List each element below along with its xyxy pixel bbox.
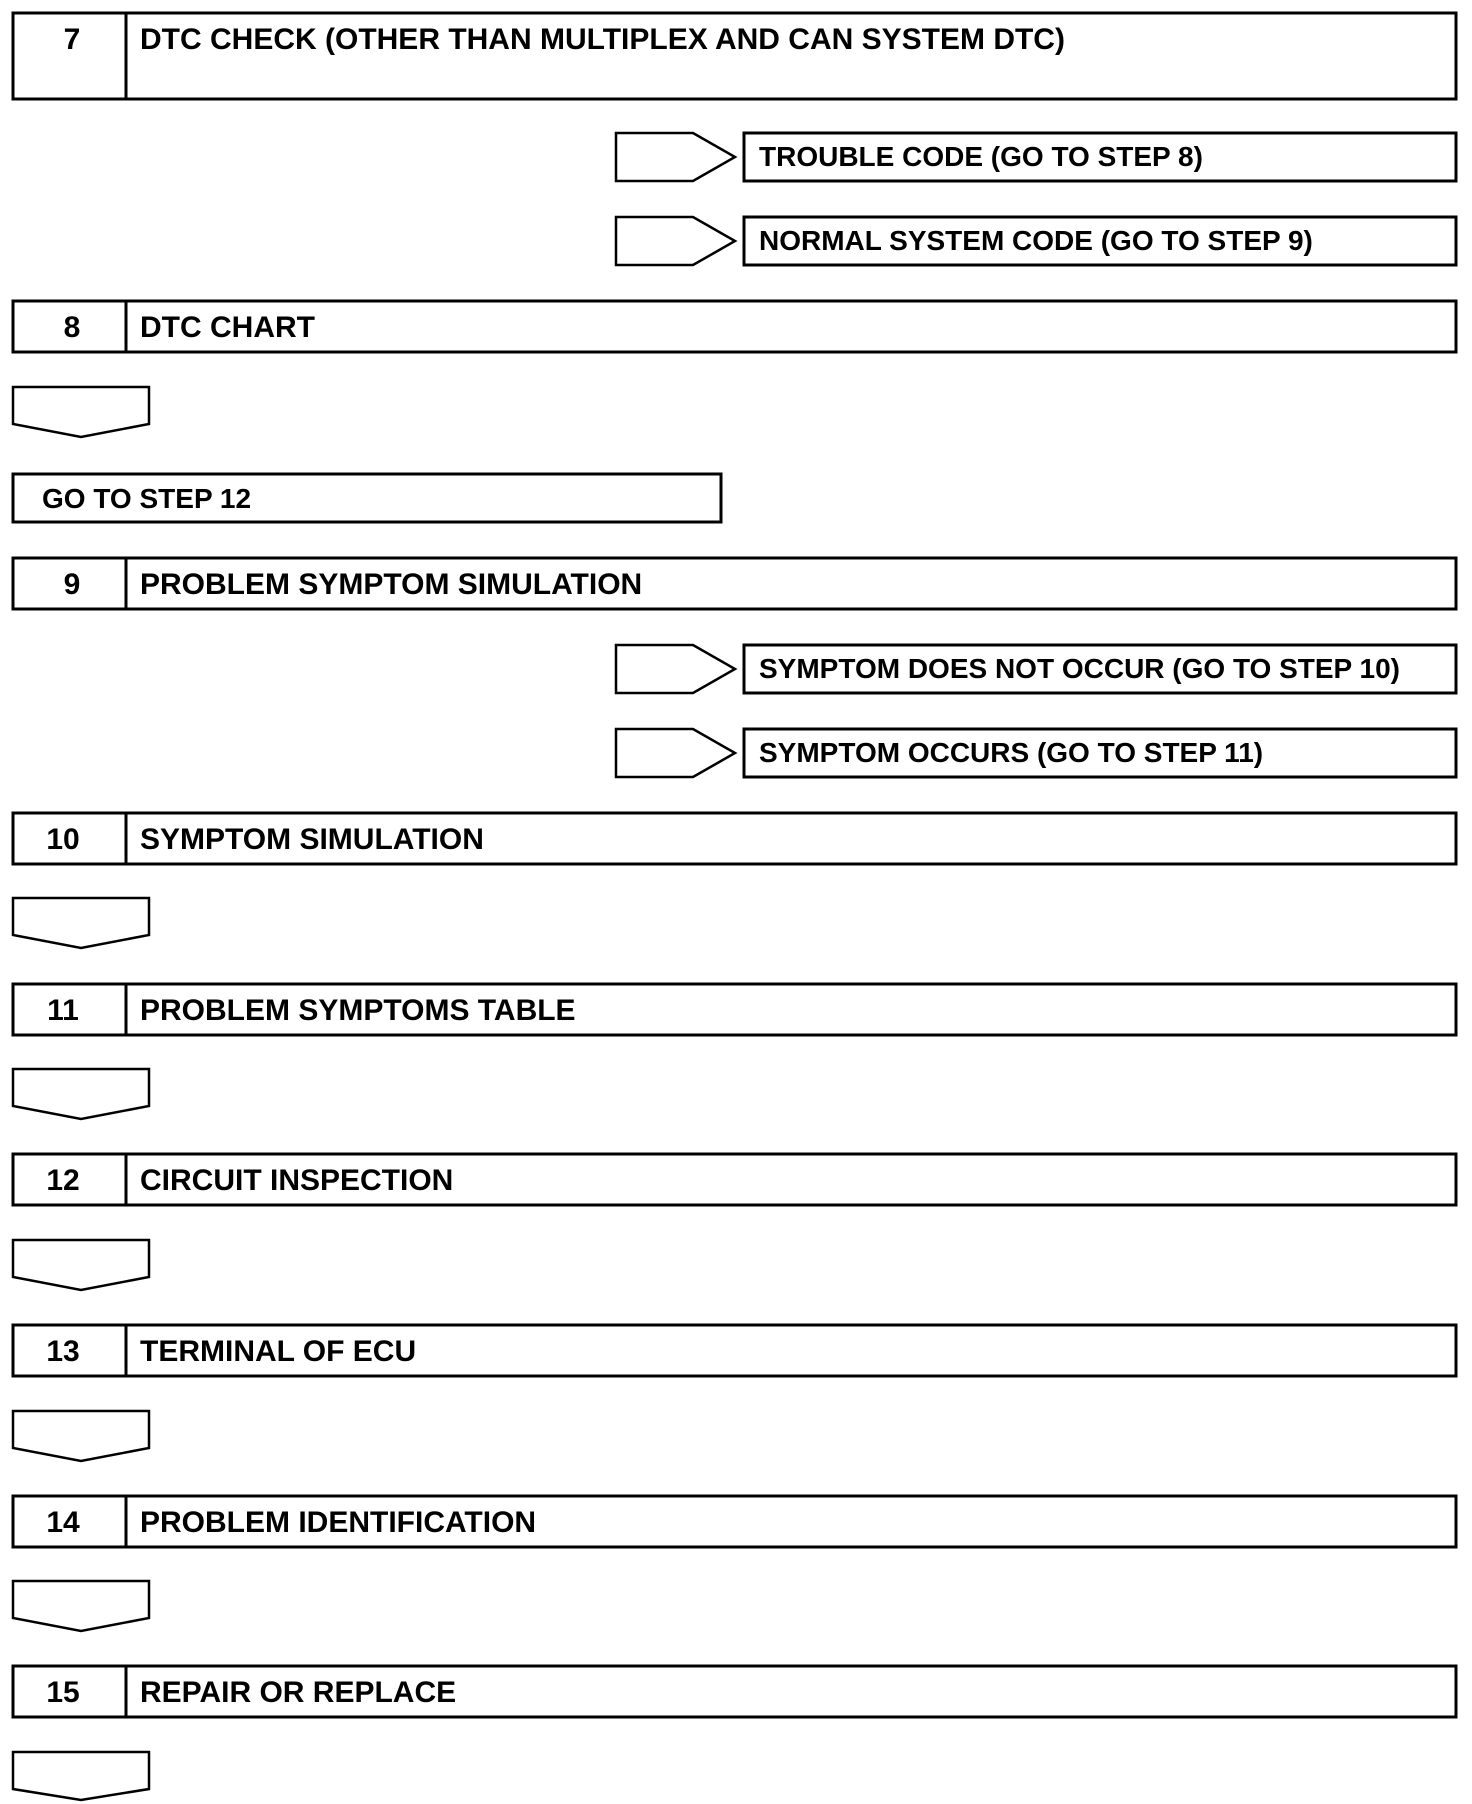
step-8-title: DTC CHART xyxy=(140,311,315,344)
right-arrow-icon xyxy=(616,133,735,181)
right-arrow-icon xyxy=(616,645,735,693)
right-arrow-icon xyxy=(616,217,735,265)
step-15 xyxy=(13,1666,1456,1717)
step-8-title-cell xyxy=(126,301,1456,352)
step-14-title: PROBLEM IDENTIFICATION xyxy=(140,1506,537,1539)
down-arrow-icon xyxy=(13,387,149,437)
branch-normal-system-code xyxy=(616,217,1456,265)
step-10-number: 10 xyxy=(46,823,80,856)
goto-step-12-label: GO TO STEP 12 xyxy=(42,483,252,514)
step-9-title: PROBLEM SYMPTOM SIMULATION xyxy=(140,568,643,601)
step-13-title: TERMINAL OF ECU xyxy=(140,1335,417,1368)
step-15-number: 15 xyxy=(46,1676,80,1709)
step-12-number: 12 xyxy=(46,1164,80,1197)
step-10-title: SYMPTOM SIMULATION xyxy=(140,823,484,856)
branch-trouble-code-label: TROUBLE CODE (GO TO STEP 8) xyxy=(759,141,1203,172)
step-9 xyxy=(13,558,1456,609)
step-8 xyxy=(13,301,1456,352)
goto-step-12 xyxy=(13,474,721,522)
step-15-title: REPAIR OR REPLACE xyxy=(140,1676,457,1709)
right-arrow-icon xyxy=(616,729,735,777)
branch-symptom-occurs-label: SYMPTOM OCCURS (GO TO STEP 11) xyxy=(759,737,1264,768)
step-8-number: 8 xyxy=(63,311,81,344)
step-7 xyxy=(13,13,1456,99)
step-14-number: 14 xyxy=(46,1506,80,1539)
step-14 xyxy=(13,1496,1456,1547)
step-7-number: 7 xyxy=(63,23,81,56)
step-11-title: PROBLEM SYMPTOMS TABLE xyxy=(140,994,576,1027)
branch-symptom-does-not-occur-label: SYMPTOM DOES NOT OCCUR (GO TO STEP 10) xyxy=(759,653,1400,684)
down-arrow-icon xyxy=(13,1581,149,1631)
step-11 xyxy=(13,984,1456,1035)
step-9-number: 9 xyxy=(63,568,81,601)
step-10 xyxy=(13,813,1456,864)
step-13 xyxy=(13,1325,1456,1376)
step-12 xyxy=(13,1154,1456,1205)
step-12-title: CIRCUIT INSPECTION xyxy=(140,1164,454,1197)
step-7-title: DTC CHECK (OTHER THAN MULTIPLEX AND CAN SYSTEM DTC) xyxy=(140,23,1065,56)
step-13-number: 13 xyxy=(46,1335,80,1368)
branch-normal-system-code-label: NORMAL SYSTEM CODE (GO TO STEP 9) xyxy=(759,225,1313,256)
down-arrow-icon xyxy=(13,1411,149,1461)
down-arrow-icon xyxy=(13,898,149,948)
step-11-number: 11 xyxy=(47,994,79,1027)
down-arrow-icon xyxy=(13,1240,149,1290)
branch-symptom-occurs xyxy=(616,729,1456,777)
branch-symptom-does-not-occur xyxy=(616,645,1456,693)
down-arrow-icon xyxy=(13,1069,149,1119)
branch-trouble-code xyxy=(616,133,1456,181)
down-arrow-icon xyxy=(13,1752,149,1800)
